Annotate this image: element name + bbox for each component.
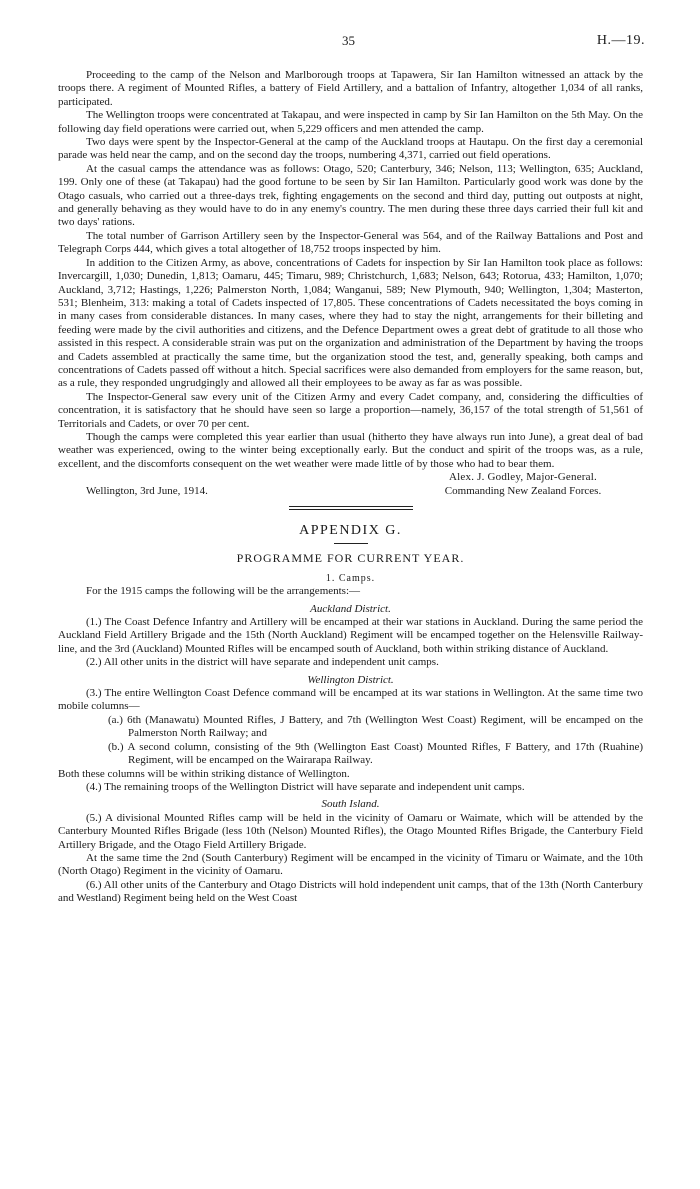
- place-date: Wellington, 3rd June, 1914.: [86, 484, 208, 497]
- report-paragraph: The Inspector-General saw every unit of the Citizen Army and every Cadet company, and, considering the difficulties of concentration, it is satisfactory that he should have seen so large a proportion—namely, 36,157 of the total strength of 51,561 of Territorials and Cadets, or over 70 per cent.: [58, 390, 643, 430]
- signature-title: Commanding New Zealand Forces.: [444, 484, 602, 497]
- programme-item: (2.) All other units in the district will have separate and independent unit camps.: [86, 656, 439, 669]
- report-paragraph: In addition to the Citizen Army, as above, concentrations of Cadets for inspection by Sir Ian Hamilton took place as follows: Invercargill, 1,030; Dunedin, 1,813; Oamaru, 445; Timaru, 989; Christchurch, 1,683; Nelson, 643; Rotorua, 433; Hamilton, 1,070; Auckland, 3,712; Hastings, 1,226; Palmerston North, 1,084; Wanganui, 589; New Plymouth, 940; Wellington, 1,304; Masterton, 531; Blenheim, 313: making a total of Cadets inspected of 17,805. These concentrations of Cadets necessitated the boys coming in in many cases from considerable distances. In many cases, where they had to stay the night, arrangements for their billeting and feeding were made by the civil authorities and citizens, and the Defence Department owes a great debt of gratitude to all those who assisted in this respect. A considerable strain was put on the organization and administration of the Department by having the troops and Cadets assembled at practically the same time, but the organization stood the test, and, generally speaking, both camps and concentrations of Cadets passed off without a hitch. Special sacrifices were also demanded from employers for the same reason, but, as a rule, they responded ungrudgingly and allowed all their employees to be away as far as was possible.: [58, 256, 643, 390]
- report-paragraph: Proceeding to the camp of the Nelson and Marlborough troops at Tapawera, Sir Ian Hamilton witnessed an attack by the troops there. A regiment of Mounted Rifles, a battery of Field Artillery, and a battalion of Infantry, altogether 1,034 of all ranks, participated.: [58, 69, 643, 108]
- signature-name: Alex. J. Godley, Major-General.: [449, 471, 597, 484]
- appendix-intro: For the 1915 camps the following will be the arrangements:—: [86, 585, 361, 598]
- district-heading-auckland: Auckland District.: [310, 602, 391, 615]
- document-reference: H.—19.: [596, 33, 645, 48]
- section-heading: 1. Camps.: [325, 572, 376, 584]
- report-paragraph: At the casual camps the attendance was as follows: Otago, 520; Canterbury, 346; Nelson, 113; Wellington, 635; Auckland, 199. Only one of these (at Takapau) had the good fortune to be seen by Sir Ian Hamilton. Particularly good work was done by the Otago casuals, who carried out a three-days trek, fighting engagements on the second and third day, putting out outposts at night, and generally behaving as they would have to do in any enemy's country. The men during these three days carried their full kit and two days' rations.: [58, 162, 643, 229]
- programme-subitem: (b.) A second column, consisting of the 9th (Wellington East Coast) Mounted Rifles, F Battery, and 17th (Ruahine) Regiment, will be encamped on the Wairarapa Railway.: [108, 740, 643, 767]
- signature-footer: [58, 485, 643, 498]
- programme-item: (3.) The entire Wellington Coast Defence command will be encamped at its war stations in Wellington. At the same time two mobile columns—: [58, 687, 643, 713]
- page-body: [58, 69, 643, 906]
- district-heading-wellington: Wellington District.: [307, 673, 394, 686]
- report-paragraph: Two days were spent by the Inspector-General at the camp of the Auckland troops at Hautapu. On the first day a ceremonial parade was held near the camp, and on the second day the troops, numbering 4,371, carried out field operations.: [58, 136, 643, 162]
- signature-block: [58, 471, 643, 484]
- programme-item: At the same time the 2nd (South Canterbury) Regiment will be encamped in the vicinity of Timaru or Waimate, and the 10th (North Otago) Regiment in the vicinity of Oamaru.: [58, 851, 643, 878]
- title-rule: [334, 543, 368, 544]
- programme-item: (6.) All other units of the Canterbury and Otago Districts will hold independent unit camps, that of the 13th (North Canterbury and Westland) Regiment being held on the West Coast: [58, 878, 643, 905]
- appendix-subtitle: PROGRAMME FOR CURRENT YEAR.: [236, 551, 465, 566]
- section-divider: [289, 506, 413, 510]
- programme-note: Both these columns will be within striking distance of Wellington.: [58, 767, 350, 780]
- report-paragraph: The Wellington troops were concentrated at Takapau, and were inspected in camp by Sir Ian Hamilton on the 5th May. On the following day field operations were carried out, when 5,229 officers and men attended the camp.: [58, 109, 643, 135]
- report-paragraph: Though the camps were completed this year earlier than usual (hitherto they have always run into June), a great deal of bad weather was experienced, owing to the winter being exceptionally early. But the conduct and spirit of the troops was, as a rule, excellent, and the discomforts consequent on the wet weather were made little of by those who had to bear them.: [58, 430, 643, 470]
- district-heading-south-island: South Island.: [321, 798, 380, 811]
- programme-item: (4.) The remaining troops of the Wellington District will have separate and independent unit camps.: [86, 780, 525, 793]
- report-paragraph: The total number of Garrison Artillery seen by the Inspector-General was 564, and of the Railway Battalions and Post and Telegraph Corps 444, which gives a total altogether of 18,752 troops inspected by him.: [58, 229, 643, 256]
- programme-item: (5.) A divisional Mounted Rifles camp will be held in the vicinity of Oamaru or Waimate, which will be attended by the Canterbury Mounted Rifles Brigade (less 10th (Nelson) Mounted Rifles), the Otago Mounted Rifles Brigade, the Canterbury Field Artillery Brigade, and the Otago Field Artillery Brigade.: [58, 811, 643, 851]
- page-number: 35: [342, 33, 355, 48]
- appendix-title: APPENDIX G.: [299, 523, 402, 538]
- programme-item: (1.) The Coast Defence Infantry and Artillery will be encamped at their war stations in Auckland. During the same period the Auckland Field Artillery Brigade and the 15th (North Auckland) Regiment will be encamped together on the Helensville Railway-line, and the 3rd (Auckland) Mounted Rifles will be encamped south of Auckland, both within striking distance of Auckland.: [58, 616, 643, 655]
- page-header: [0, 34, 700, 50]
- programme-subitem: (a.) 6th (Manawatu) Mounted Rifles, J Battery, and 7th (Wellington West Coast) Regiment, will be encamped on the Palmerston North Railway; and: [108, 713, 643, 740]
